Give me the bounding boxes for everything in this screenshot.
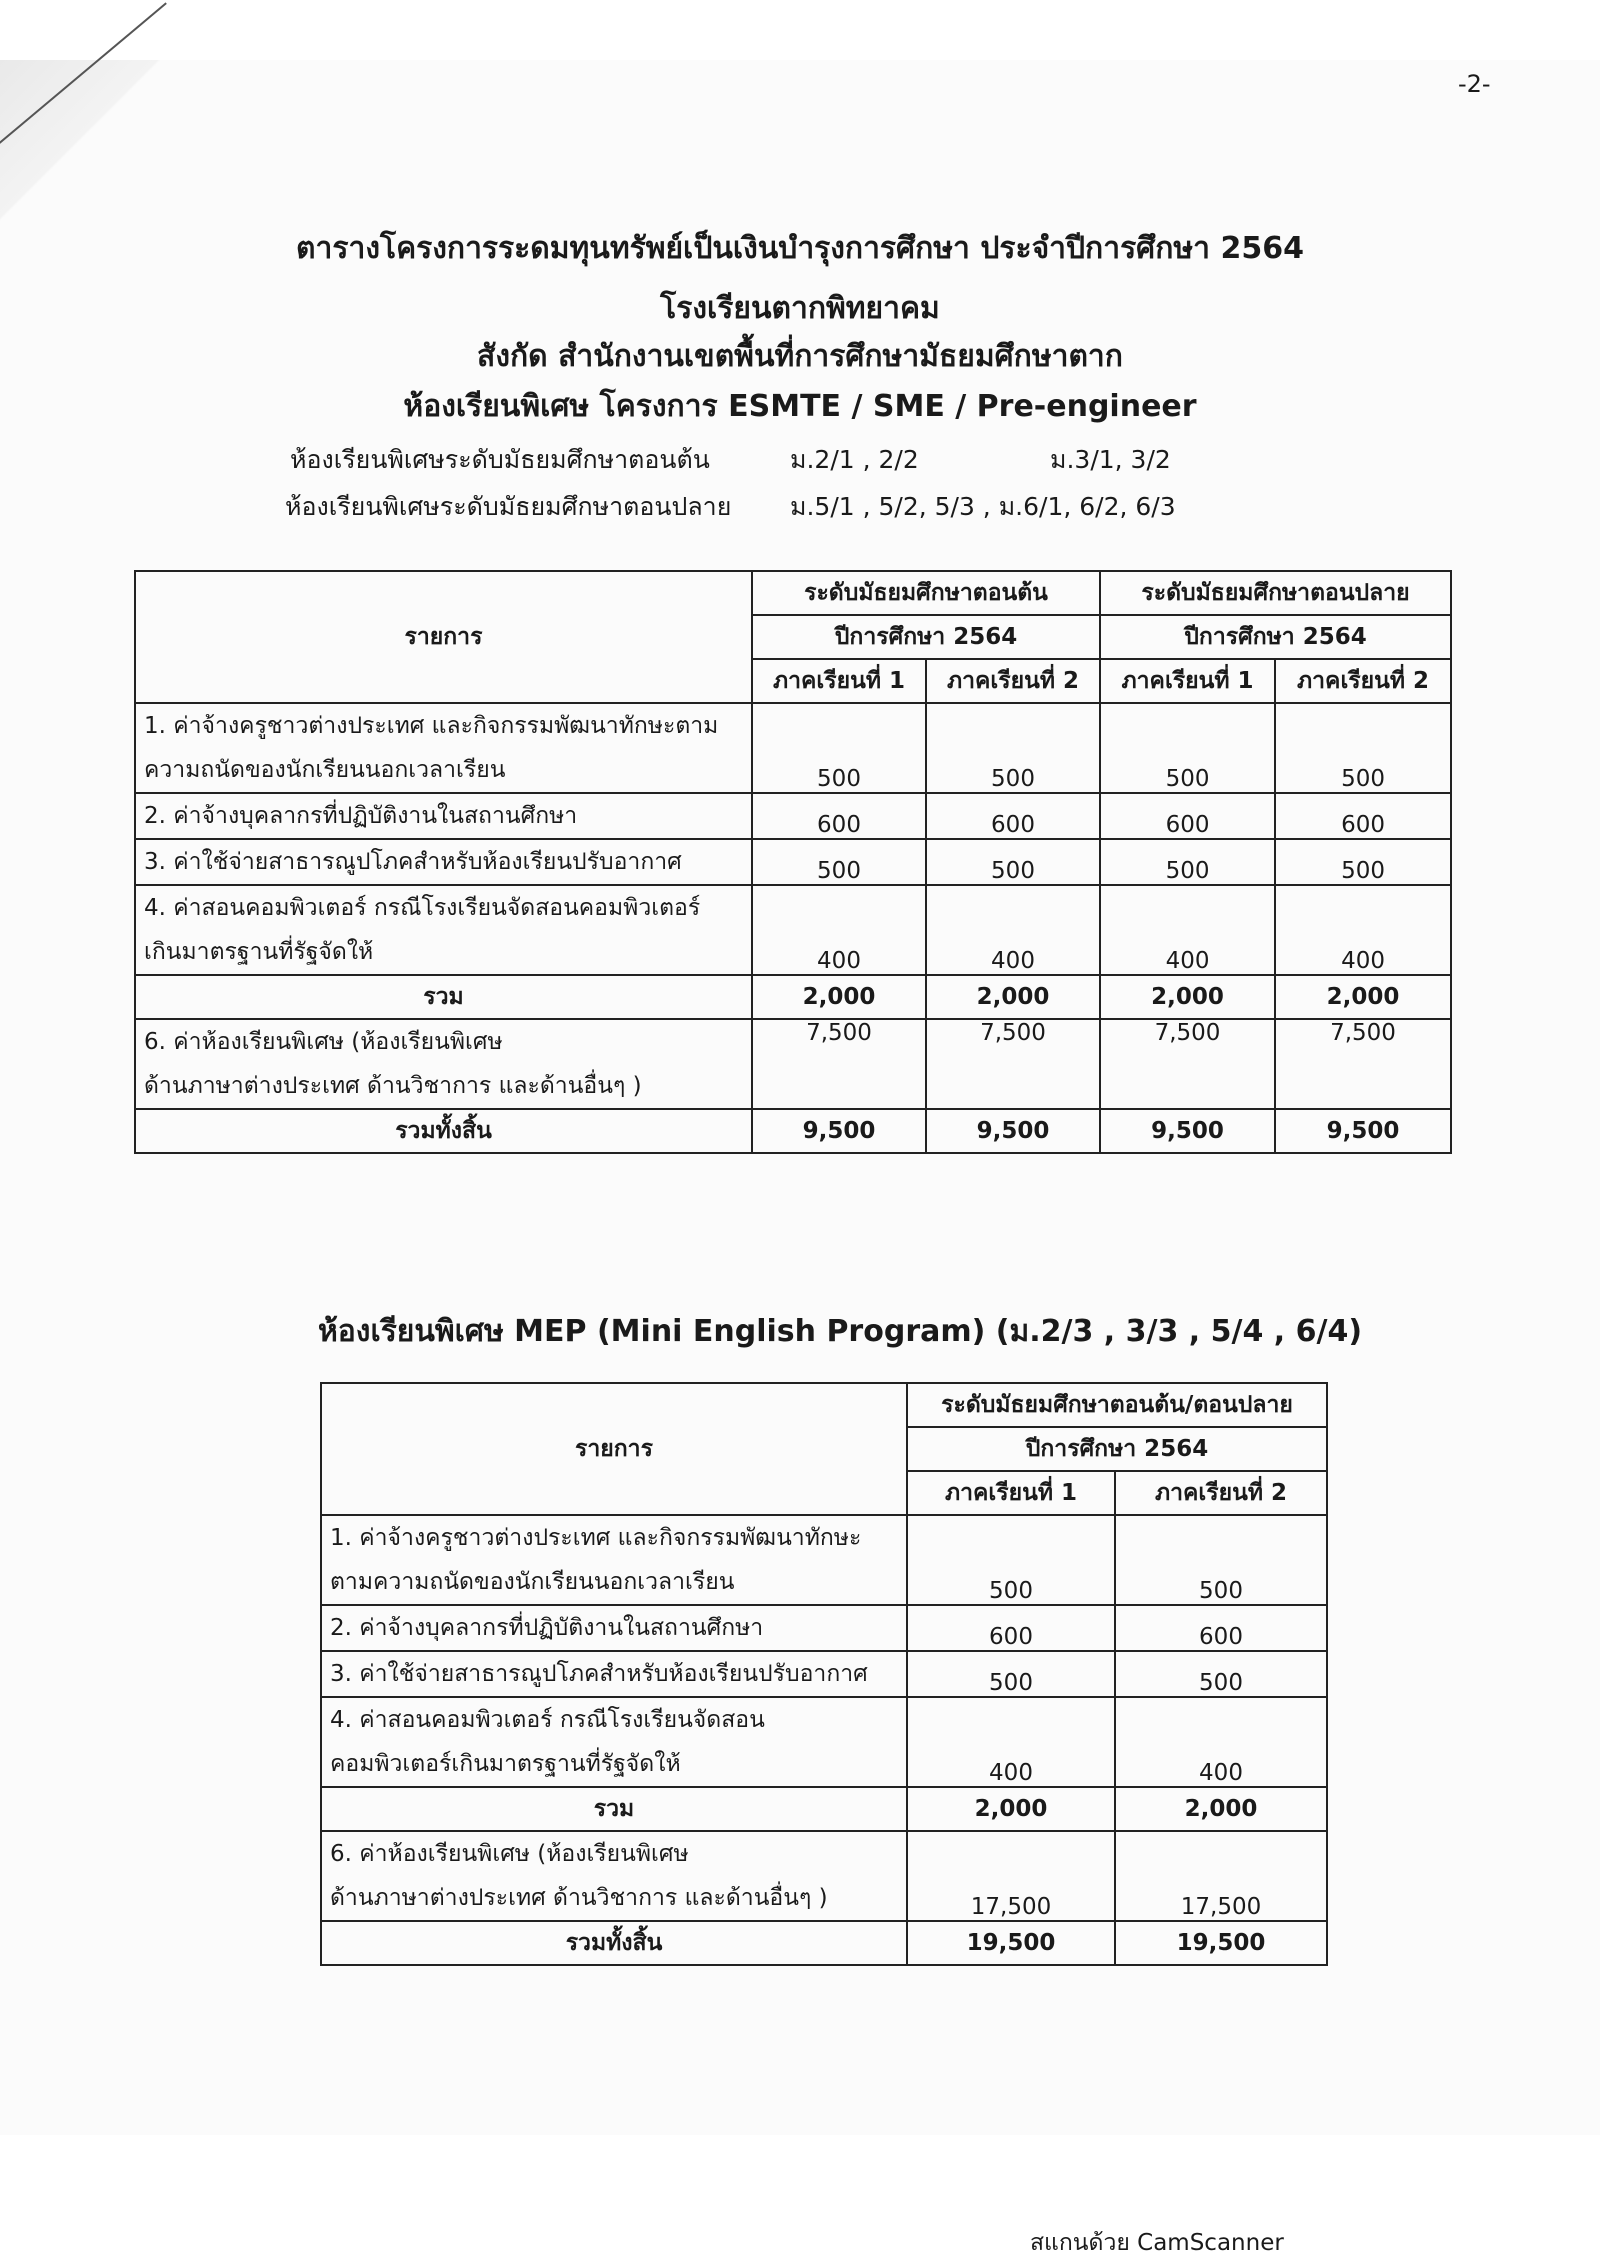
subtotal-row — [321, 1787, 1327, 1831]
table2-header-item: รายการ — [321, 1383, 907, 1515]
cell-value: 400 — [1100, 885, 1275, 975]
row-item-line2: ความถนัดของนักเรียนนอกเวลาเรียน — [144, 757, 506, 783]
subtotal-value: 2,000 — [1275, 975, 1451, 1019]
total-label: รวมทั้งสิ้น — [321, 1921, 907, 1965]
row-item-line2: ตามความถนัดของนักเรียนนอกเวลาเรียน — [330, 1569, 735, 1595]
total-value: 19,500 — [907, 1921, 1115, 1965]
cell-value: 500 — [926, 839, 1100, 885]
table-row — [135, 1019, 1451, 1109]
total-row — [321, 1921, 1327, 1965]
row-item-line1: 1. ค่าจ้างครูชาวต่างประเทศ และกิจกรรมพัฒนาทักษะตาม — [144, 713, 719, 739]
row-item-label — [321, 1831, 907, 1921]
doc-title-school: โรงเรียนตากพิทยาคม — [660, 291, 940, 326]
table1-header-term2-upper: ภาคเรียนที่ 2 — [1275, 659, 1451, 703]
total-row — [135, 1109, 1451, 1153]
cell-value: 400 — [926, 885, 1100, 975]
mep-section-title: ห้องเรียนพิเศษ MEP (Mini English Program) (ม.2/3 , 3/3 , 5/4 , 6/4) — [318, 1314, 1363, 1349]
lower-level-classes-m3: ม.3/1, 3/2 — [1050, 445, 1171, 474]
table1-header-item: รายการ — [135, 571, 752, 703]
table-row — [321, 1651, 1327, 1697]
upper-level-label: ห้องเรียนพิเศษระดับมัธยมศึกษาตอนปลาย — [285, 492, 732, 521]
cell-value: 600 — [1100, 793, 1275, 839]
row-item-label — [135, 703, 752, 793]
cell-value: 500 — [1275, 703, 1451, 793]
cell-value: 7,500 — [1275, 1019, 1451, 1109]
row-item-label — [135, 1019, 752, 1109]
table-row — [135, 793, 1451, 839]
total-value: 9,500 — [926, 1109, 1100, 1153]
cell-value: 500 — [1115, 1651, 1327, 1697]
cell-value: 500 — [1275, 839, 1451, 885]
row-item-line1: 6. ค่าห้องเรียนพิเศษ (ห้องเรียนพิเศษ — [144, 1029, 503, 1055]
cell-value: 500 — [907, 1651, 1115, 1697]
doc-title-line1: ตารางโครงการระดมทุนทรัพย์เป็นเงินบำรุงการศึกษา ประจำปีการศึกษา 2564 — [296, 231, 1304, 266]
row-item-label — [135, 885, 752, 975]
row-item-line1: 4. ค่าสอนคอมพิวเตอร์ กรณีโรงเรียนจัดสอนคอมพิวเตอร์ — [144, 895, 701, 921]
table-row — [321, 1831, 1327, 1921]
table2-header-term2: ภาคเรียนที่ 2 — [1115, 1471, 1327, 1515]
cell-value: 500 — [1100, 703, 1275, 793]
lower-level-classes-m2: ม.2/1 , 2/2 — [790, 445, 919, 474]
cell-value: 400 — [1115, 1697, 1327, 1787]
lower-level-label: ห้องเรียนพิเศษระดับมัธยมศึกษาตอนต้น — [290, 445, 710, 474]
row-item-label: 2. ค่าจ้างบุคลากรที่ปฏิบัติงานในสถานศึกษา — [321, 1605, 907, 1651]
row-item-line2: เกินมาตรฐานที่รัฐจัดให้ — [144, 939, 374, 965]
cell-value: 500 — [1115, 1515, 1327, 1605]
cell-value: 400 — [752, 885, 926, 975]
subtotal-label: รวม — [135, 975, 752, 1019]
cell-value: 600 — [907, 1605, 1115, 1651]
total-value: 9,500 — [752, 1109, 926, 1153]
subtotal-value: 2,000 — [926, 975, 1100, 1019]
page-fold-corner — [0, 60, 180, 230]
page-number: -2- — [1458, 70, 1491, 98]
cell-value: 17,500 — [907, 1831, 1115, 1921]
table-row — [135, 885, 1451, 975]
row-item-line2: ด้านภาษาต่างประเทศ ด้านวิชาการ และด้านอื่นๆ ) — [330, 1885, 828, 1911]
subtotal-value: 2,000 — [1100, 975, 1275, 1019]
row-item-label — [321, 1515, 907, 1605]
subtotal-value: 2,000 — [752, 975, 926, 1019]
row-item-label: 3. ค่าใช้จ่ายสาธารณูปโภคสำหรับห้องเรียนปรับอากาศ — [321, 1651, 907, 1697]
cell-value: 500 — [1100, 839, 1275, 885]
table2-header-level: ระดับมัธยมศึกษาตอนต้น/ตอนปลาย — [907, 1383, 1327, 1427]
cell-value: 400 — [907, 1697, 1115, 1787]
doc-title-office: สังกัด สำนักงานเขตพื้นที่การศึกษามัธยมศึกษาตาก — [477, 339, 1123, 374]
table-row — [321, 1697, 1327, 1787]
cell-value: 600 — [1115, 1605, 1327, 1651]
row-item-label — [321, 1697, 907, 1787]
table-row — [135, 703, 1451, 793]
row-item-line2: คอมพิวเตอร์เกินมาตรฐานที่รัฐจัดให้ — [330, 1751, 681, 1777]
total-value: 19,500 — [1115, 1921, 1327, 1965]
cell-value: 7,500 — [926, 1019, 1100, 1109]
subtotal-row — [135, 975, 1451, 1019]
table1-header-upper-year: ปีการศึกษา 2564 — [1100, 615, 1451, 659]
cell-value: 500 — [752, 839, 926, 885]
table-row — [135, 839, 1451, 885]
subtotal-value: 2,000 — [907, 1787, 1115, 1831]
total-label: รวมทั้งสิ้น — [135, 1109, 752, 1153]
subtotal-label: รวม — [321, 1787, 907, 1831]
table-row — [321, 1515, 1327, 1605]
cell-value: 7,500 — [752, 1019, 926, 1109]
upper-level-classes: ม.5/1 , 5/2, 5/3 , ม.6/1, 6/2, 6/3 — [790, 492, 1176, 521]
cell-value: 400 — [1275, 885, 1451, 975]
table-row — [321, 1605, 1327, 1651]
row-item-label: 3. ค่าใช้จ่ายสาธารณูปโภคสำหรับห้องเรียนปรับอากาศ — [135, 839, 752, 885]
table2-header-term1: ภาคเรียนที่ 1 — [907, 1471, 1115, 1515]
table1-header-term1-lower: ภาคเรียนที่ 1 — [752, 659, 926, 703]
row-item-line1: 6. ค่าห้องเรียนพิเศษ (ห้องเรียนพิเศษ — [330, 1841, 689, 1867]
doc-title-program: ห้องเรียนพิเศษ โครงการ ESMTE / SME / Pre-engineer — [403, 389, 1197, 424]
camscanner-watermark: สแกนด้วย CamScanner — [1030, 2230, 1284, 2256]
cell-value: 600 — [926, 793, 1100, 839]
cell-value: 500 — [907, 1515, 1115, 1605]
table2-header-year: ปีการศึกษา 2564 — [907, 1427, 1327, 1471]
cell-value: 17,500 — [1115, 1831, 1327, 1921]
cell-value: 500 — [926, 703, 1100, 793]
row-item-line1: 1. ค่าจ้างครูชาวต่างประเทศ และกิจกรรมพัฒนาทักษะ — [330, 1525, 862, 1551]
total-value: 9,500 — [1275, 1109, 1451, 1153]
total-value: 9,500 — [1100, 1109, 1275, 1153]
row-item-label: 2. ค่าจ้างบุคลากรที่ปฏิบัติงานในสถานศึกษา — [135, 793, 752, 839]
table1-header-lower-year: ปีการศึกษา 2564 — [752, 615, 1100, 659]
cell-value: 7,500 — [1100, 1019, 1275, 1109]
table1-header-term1-upper: ภาคเรียนที่ 1 — [1100, 659, 1275, 703]
table1-header-lower-level: ระดับมัธยมศึกษาตอนต้น — [752, 571, 1100, 615]
subtotal-value: 2,000 — [1115, 1787, 1327, 1831]
fee-table-mep — [320, 1382, 1328, 1966]
row-item-line1: 4. ค่าสอนคอมพิวเตอร์ กรณีโรงเรียนจัดสอน — [330, 1707, 765, 1733]
row-item-line2: ด้านภาษาต่างประเทศ ด้านวิชาการ และด้านอื่นๆ ) — [144, 1073, 642, 1099]
cell-value: 600 — [1275, 793, 1451, 839]
fee-table-esmte — [134, 570, 1452, 1154]
cell-value: 600 — [752, 793, 926, 839]
cell-value: 500 — [752, 703, 926, 793]
table1-header-term2-lower: ภาคเรียนที่ 2 — [926, 659, 1100, 703]
table1-header-upper-level: ระดับมัธยมศึกษาตอนปลาย — [1100, 571, 1451, 615]
